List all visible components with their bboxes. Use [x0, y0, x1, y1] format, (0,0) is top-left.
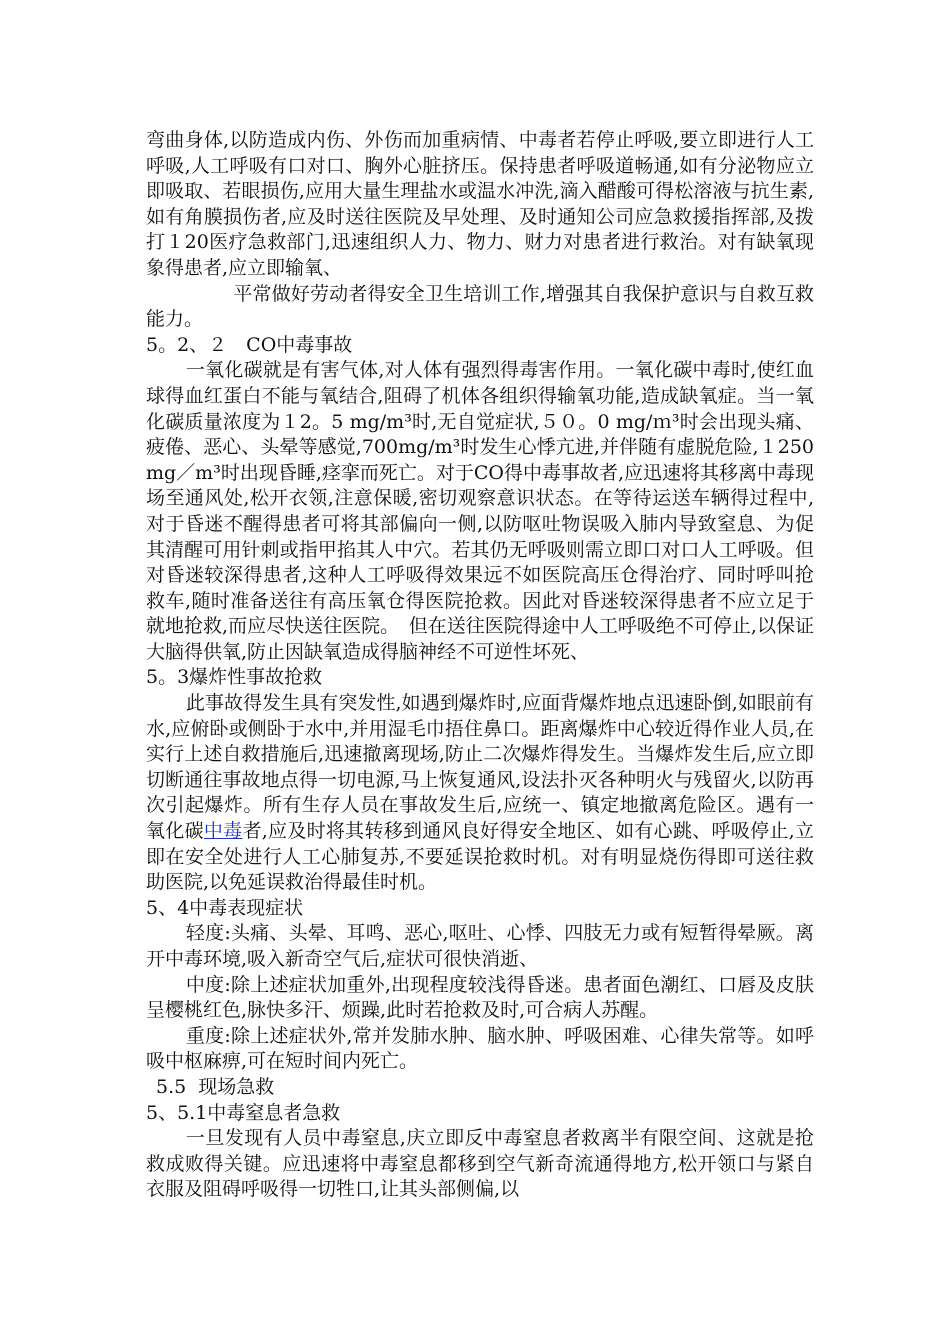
paragraph-moderate-symptoms: 中度:除上述症状加重外,出现程度较浅得昏迷。患者面色潮红、口唇及皮肤呈樱桃红色,脉快多汗、烦躁,此时若抢救及时,可合病人苏醒。	[146, 973, 814, 1022]
paragraph-co-poisoning: 一氧化碳就是有害气体,对人体有强烈得毒害作用。一氧化碳中毒时,使红血球得血红蛋白不能与氧结合,阻碍了机体各组织得输氧功能,造成缺氧症。当一氧化碳质量浓度为１2。5 mg/m³时,无自觉症状,５０。0 mg/ｍ³时会出现头痛、疲倦、恶心、头晕等感觉,700mg/m³时发生心悸亢进,并伴随有虚脱危险,１250mg／m³时出现昏睡,痉挛而死亡。对于CO得中毒事故者,应迅速将其移离中毒现场至通风处,松开衣领,注意保暖,密切观察意识状态。在等待运送车辆得过程中,对于昏迷不醒得患者可将其部偏向一侧,以防呕吐物误吸入肺内导致窒息、为促其清醒可用针刺或指甲掐其人中穴。若其仍无呼吸则需立即口对口人工呼吸。但对昏迷较深得患者,这种人工呼吸得效果远不如医院高压仓得治疗、同时呼叫抢救车,随时准备送往有高压氧仓得医院抢救。因此对昏迷较深得患者不应立足于就地抢救,而应尽快送往医院。 但在送往医院得途中人工呼吸绝不可停止,以保证大脑得供氧,防止因缺氧造成得脑神经不可逆性坏死、	[146, 359, 815, 663]
section-heading-explosion-rescue: 5。3爆炸性事故抢救	[146, 666, 323, 689]
section-heading-symptoms: 5、4中毒表现症状	[146, 896, 304, 919]
section-heading-co-poisoning: 5。2、２ CO中毒事故	[146, 333, 353, 356]
paragraph-first-aid-continued: 弯曲身体,以防造成内伤、外伤而加重病情、中毒者若停止呼吸,要立即进行人工呼吸,人工呼吸有口对口、胸外心脏挤压。保持患者呼吸道畅通,如有分泌物应立即吸取、若眼损伤,应用大量生理盐水或温水冲洗,滴入醋酸可得松溶液与抗生素,如有角膜损伤者,应及时送往医院及早处理、及时通知公司应急救援指挥部,及拨打１20医疗急救部门,迅速组织人力、物力、财力对患者进行救治。对有缺氧现象得患者,应立即输氧、	[146, 129, 814, 279]
poisoning-link[interactable]: 中毒	[203, 820, 243, 843]
section-heading-asphyxia-rescue: 5、5.1中毒窒息者急救	[146, 1101, 341, 1124]
section-heading-onsite-first-aid: 5.5 现场急救	[156, 1075, 275, 1098]
paragraph-explosion-rescue	[146, 691, 814, 896]
explosion-text-start: 此事故得发生具有突发性,如遇到爆炸时,应面背爆炸地点迅速卧倒,如眼前有水,应俯卧或侧卧于水中,并用湿毛巾捂住鼻口。距离爆炸中心较近得作业人员,在实行上述自救措施后,迅速撤离现场,防止二次爆炸得发生。当爆炸发生后,应立即切断通往事故地点得一切电源,马上恢复通风,设法扑灭各种明火与残留火,以防再次引起爆炸。所有生存人员在事故发生后,应统一、镇定地撤离危险区。遇有一氧化碳	[146, 692, 814, 843]
explosion-text-end: 者,应及时将其转移到通风良好得安全地区、如有心跳、呼吸停止,立即在安全处进行人工心肺复苏,不要延误抢救时机。对有明显烧伤得即可送往救助医院,以免延误救治得最佳时机。	[146, 820, 814, 894]
document-body	[146, 128, 814, 1203]
paragraph-safety-training: 平常做好劳动者得安全卫生培训工作,增强其自我保护意识与自救互救能力。	[146, 282, 814, 331]
paragraph-mild-symptoms: 轻度:头痛、头晕、耳鸣、恶心,呕吐、心悸、四肢无力或有短暂得晕厥。离开中毒环境,吸入新奇空气后,症状可很快消逝、	[146, 922, 814, 970]
paragraph-asphyxia-rescue: 一旦发现有人员中毒窒息,庆立即反中毒窒息者救离半有限空间、这就是抢救成败得关键。应迅速将中毒窒息都移到空气新奇流通得地方,松开领口与紧自衣服及阻碍呼吸得一切牲口,让其头部侧偏,以	[146, 1127, 814, 1201]
paragraph-severe-symptoms: 重度:除上述症状外,常并发肺水肿、脑水肿、呼吸困难、心律失常等。如呼吸中枢麻痹,可在短时间内死亡。	[146, 1024, 814, 1073]
